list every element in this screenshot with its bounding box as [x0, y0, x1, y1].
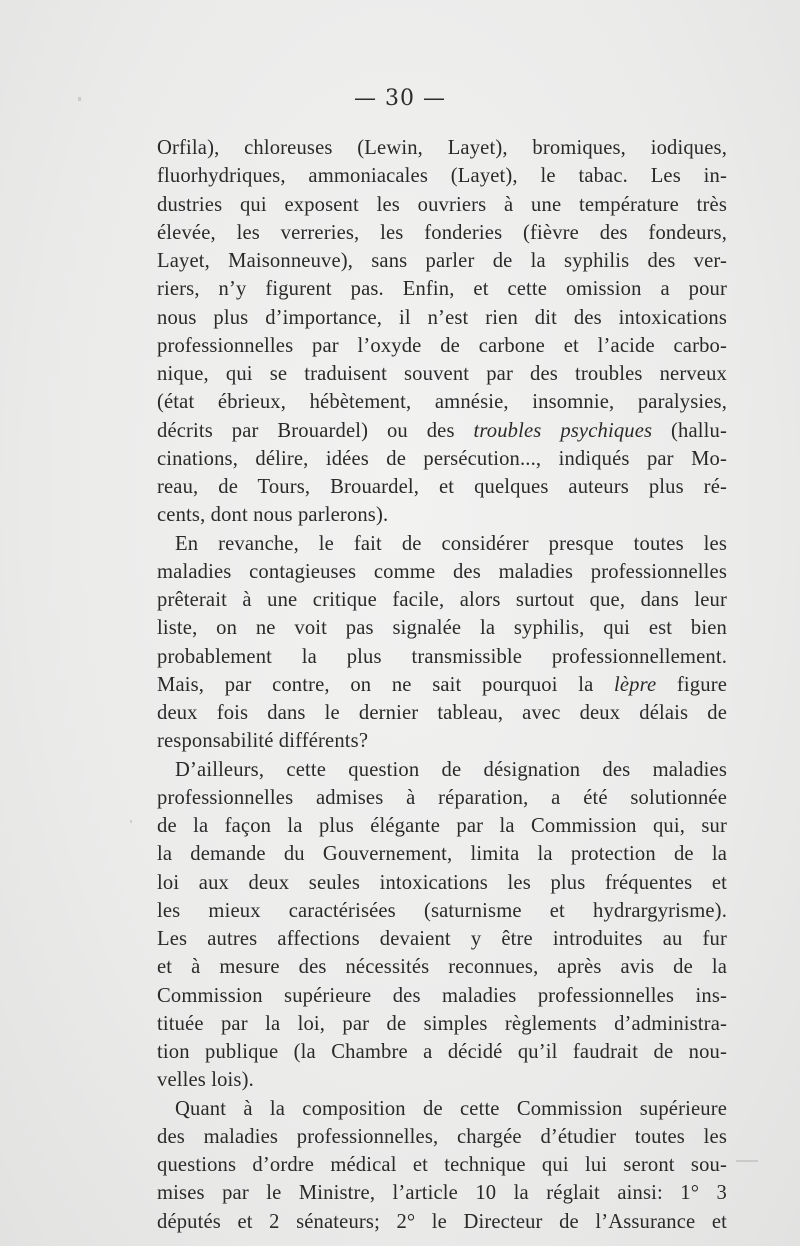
text-line: nique, qui se traduisent souvent par des troubles nerveux [157, 363, 727, 385]
body-text [157, 134, 727, 1236]
text-line: maladies contagieuses comme des maladies professionnelles [157, 560, 727, 583]
text-line: deux fois dans le dernier tableau, avec deux délais de [157, 702, 727, 724]
text-segment: (hallu- [652, 419, 727, 442]
text-line: professionnelles admises à réparation, a été solutionnée [157, 786, 727, 809]
text-line: dustries qui exposent les ouvriers à une température très [157, 193, 727, 216]
text-line: questions d’ordre médical et technique qui lui seront sou- [157, 1154, 727, 1176]
text-line: loi aux deux seules intoxications les plus fréquentes et [157, 871, 727, 894]
margin-speck [130, 820, 132, 823]
text-line: Commission supérieure des maladies professionnelles ins- [157, 984, 727, 1007]
text-segment: décrits par Brouardel) ou des [157, 419, 474, 442]
text-line: cents, dont nous parlerons). [157, 504, 389, 527]
text-line: des maladies professionnelles, chargée d’étudier toutes les [157, 1125, 727, 1148]
text-line: la demande du Gouvernement, limita la protection de la [157, 843, 727, 866]
page-number: — 30 — [354, 86, 446, 111]
text-line [157, 417, 727, 445]
text-line: Quant à la composition de cette Commission supérieure [175, 1097, 727, 1120]
margin-speck [736, 1160, 758, 1162]
italic-term: lèpre [613, 673, 657, 696]
text-line: riers, n’y figurent pas. Enfin, et cette omission a pour [157, 278, 727, 301]
text-segment: figure [656, 673, 727, 696]
text-line: mises par le Ministre, l’article 10 la réglait ainsi: 1° 3 [157, 1182, 727, 1205]
text-line: les mieux caractérisées (saturnisme et hydrargyrisme). [157, 899, 727, 922]
text-line: prêterait à une critique facile, alors surtout que, dans leur [157, 589, 727, 611]
italic-term: troubles psychiques [473, 419, 653, 442]
text-line [157, 671, 727, 699]
text-line: tion publique (la Chambre a décidé qu’il faudrait de nou- [157, 1041, 727, 1063]
text-line: élevée, les verreries, les fonderies (fièvre des fondeurs, [157, 221, 727, 244]
text-line: liste, on ne voit pas signalée la syphilis, qui est bien [157, 617, 727, 640]
text-line: députés et 2 sénateurs; 2° le Directeur de l’Assurance et [157, 1210, 727, 1233]
text-line: nous plus d’importance, il n’est rien dit des intoxications [157, 306, 727, 329]
text-line: tituée par la loi, par de simples règlements d’administra- [157, 1012, 727, 1035]
text-line: D’ailleurs, cette question de désignation des maladies [175, 758, 727, 781]
text-line: En revanche, le fait de considérer presque toutes les [175, 532, 727, 555]
text-line: fluorhydriques, ammoniacales (Layet), le tabac. Les in- [157, 165, 727, 188]
text-line: Les autres affections devaient y être introduites au fur [157, 928, 727, 950]
text-line: Layet, Maisonneuve), sans parler de la syphilis des ver- [157, 250, 727, 272]
text-line: Orfila), chloreuses (Lewin, Layet), bromiques, iodiques, [157, 137, 727, 159]
text-segment: Mais, par contre, on ne sait pourquoi la [157, 673, 614, 696]
margin-speck [78, 97, 81, 101]
text-line: responsabilité différents? [157, 730, 369, 753]
text-line: et à mesure des nécessités reconnues, après avis de la [157, 956, 727, 979]
text-line: velles lois). [157, 1069, 254, 1092]
text-line: de la façon la plus élégante par la Commission qui, sur [157, 815, 727, 837]
text-line: probablement la plus transmissible professionnellement. [157, 645, 727, 668]
text-line: cinations, délire, idées de persécution..., indiqués par Mo- [157, 447, 727, 470]
text-line: (état ébrieux, hébètement, amnésie, insomnie, paralysies, [157, 391, 727, 414]
text-line: reau, de Tours, Brouardel, et quelques auteurs plus ré- [157, 476, 727, 498]
text-line: professionnelles par l’oxyde de carbone et l’acide carbo- [157, 334, 727, 357]
